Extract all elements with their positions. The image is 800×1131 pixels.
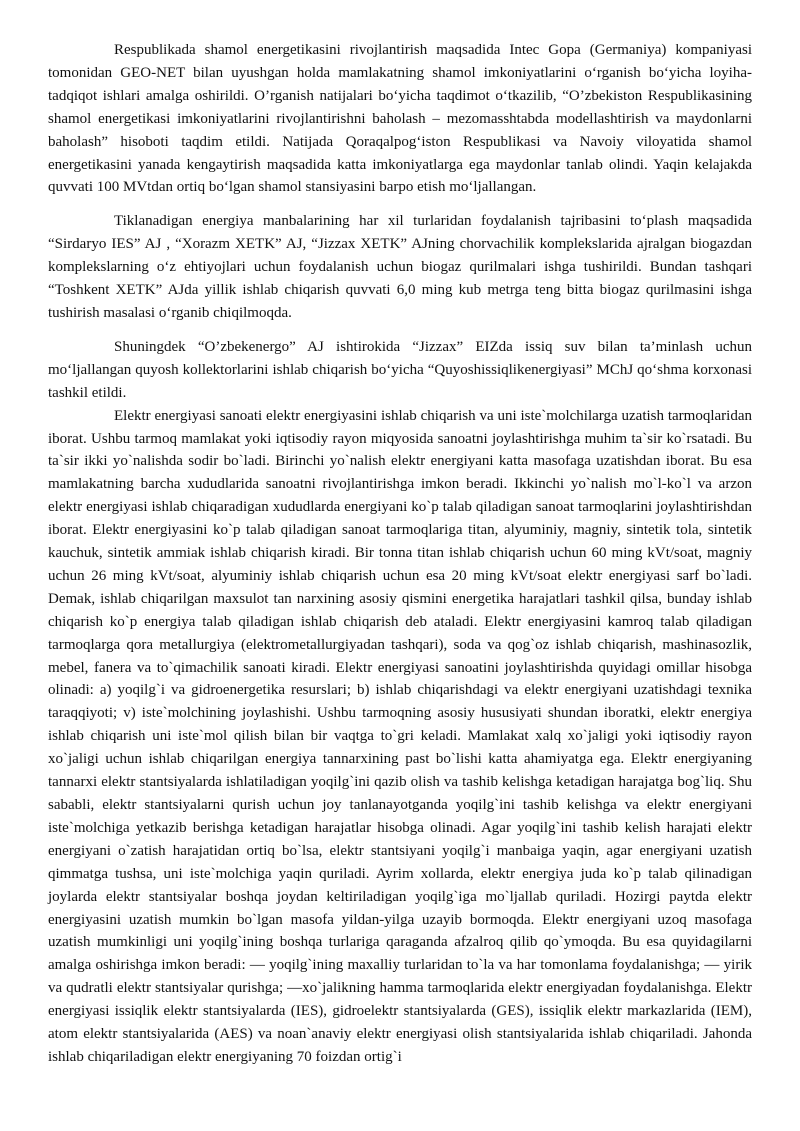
paragraph-solar-collectors: Shuningdek “O’zbekenergo” AJ ishtirokida “Jizzax” EIZda issiq suv bilan ta’minlash uchun mo‘ljallangan quyosh kollektorlarini ishlab chiqarish bo‘yicha “Quyoshissiqlikenergiyasi” MChJ qo‘shma korxonasi tashkil etildi. xyxy=(48,338,752,401)
paragraph-wind-energy: Respublikada shamol energetikasini rivojlantirish maqsadida Intec Gopa (Germaniya) kompaniyasi tomonidan GEO-NET bilan uyushgan holda mamlakatning shamol imkoniyatlarini o‘rganish bo‘yicha loyiha-tadqiqot ishlari amalga oshirildi. O’rganish natijalari bo‘yicha taqdimot o‘tkazilib, “O’zbekiston Respublikasining shamol energetikasi imkoniyatlarini rivojlantirishni baholash – mezomasshtabda modellashtirish va maydonlarni baholash” hisoboti taqdim etildi. Natijada Qoraqalpog‘iston Respublikasi va Navoiy viloyatida shamol energetikasini yanada kengaytirish maqsadida katta imkoniyatlarga ega maydonlar tanlab olindi. Yaqin kelajakda quvvati 100 MVtdan ortiq bo‘lgan shamol stansiyasini barpo etish mo‘ljallangan. xyxy=(48,42,752,196)
paragraph-electric-industry: Elektr energiyasi sanoati elektr energiyasini ishlab chiqarish va uni iste`molchilarga uzatish tarmoqlaridan iborat. Ushbu tarmoq mamlakat yoki iqtisodiy rayon miqyosida sanoatni joylashtirishga muhim ta`sir ko`rsatadi. Bu ta`sir ikki yo`nalishda sodir bo`ladi. Birinchi yo`nalish elektr energiyani katta masofaga uzatishdan iborat. Bu esa mamlakatning barcha xududlarida sanoatni rivojlantirishga imkon beradi. Ikkinchi yo`nalish mo`l-ko`l va arzon elektr energiyasi ishlab chiqaradigan xududlarda energiyani ko`p talab qiladigan sanoat tarmoqlarini joylashtirishdan iborat. Elektr energiyasini ko`p talab qiladigan sanoat tarmoqlariga titan, alyuminiy, magniy, sintetik tola, sintetik kauchuk, sintetik ammiak ishlab chiqarish kiradi. Bir tonna titan ishlab chiqarish uchun 60 ming kVt/soat, magniy uchun 26 ming kVt/soat, alyuminiy ishlab chiqarish uchun esa 20 ming kVt/soat elektr energiyasi sarf bo`ladi. Demak, ishlab chiqarilgan maxsulot tan narxining asosiy qismini energetika harajatlari tashkil qilsa, bunday ishlab chiqarish ko`p energiya talab qiladigan ishlab chiqarish deb ataladi. Elektr energiyasini kamroq talab qiladigan tarmoqlarga qora metallurgiya (elektrometallurgiyadan tashqari), soda va qog`oz ishlab chiqarish, mashinasozlik, mebel, fanera va to`qimachilik sanoati kiradi. Elektr energiyasi sanoatini joylashtirishda quyidagi omillar hisobga olinadi: a) yoqilg`i va gidroenergetika resurslari; b) ishlab chiqarishdagi va elektr energiyani uzatishdagi texnika taraqqiyoti; v) iste`molchining joylashishi. Ushbu tarmoqning asosiy hususiyati shundan iboratki, elektr energiya ishlab chiqarish uni iste`mol qilish bilan bir vaqtga to`gri keladi. Mamlakat xalq xo`jaligi yoki iqtisodiy rayon xo`jaligi uchun ishlab chiqarilgan energiya tannarxining past bo`lishi katta ahamiyatga ega. Elektr energiyaning tannarxi elektr stantsiyalarda ishlatiladigan yoqilg`ini qazib olish va tashib kelishga ketadigan harajatga bog`liq. Shu sababli, elektr stantsiyalarni qurish uchun joy tanlanayotganda yoqilg`ini tashib kelishga va elektr energiyani iste`molchiga yetkazib berishga ketadigan harajatlar hisobga olinadi. Agar yoqilg`ini tashib kelish harajati elektr energiyani o`zatish harajatidan ortiq bo`lsa, elektr stantsiyani yoqilg`i manbaiga yaqin, agar energiyani uzatish qimmatga tushsa, uni iste`molchiga yaqin quriladi. Ayrim xollarda, elektr energiya juda ko`p talab qilinadigan joylarda elektr stantsiyalar boshqa joydan keltiriladigan yoqilg`iga mo`ljallab quriladi. Hozirgi paytda elektr energiyasini uzatish mumkin bo`lgan masofa yildan-yilga uzayib bormoqda. Elektr energiyani uzoq masofaga uzatish mumkinligi uni yoqilg`ining boshqa turlariga qaraganda afzalroq qilib qo`ymoqda. Bu esa quyidagilarni amalga oshirishga imkon beradi: — yoqilg`ining maxalliy turlaridan to`la va har tomonlama foydalanishga; — yirik va qudratli elektr stantsiyalar qurishga; —xo`jalikning hamma tarmoqlarida elektr energiyadan foydalanishga. Elektr energiyasi issiqlik elektr stantsiyalarda (IES), gidroelektr stantsiyalarda (GES), issiqlik elektr markazlarida (IEM), atom elektr stantsiyalarida (AES) va noan`anaviy elektr energiyasi olish stantsiyalarida ishlab chiqariladi. Jahonda ishlab chiqariladigan elektr energiyaning 70 foizdan ortig`i xyxy=(48,407,752,1065)
paragraph-biogas: Tiklanadigan energiya manbalarining har xil turlaridan foydalanish tajribasini to‘plash maqsadida “Sirdaryo IES” AJ , “Xorazm XETK” AJ, “Jizzax XETK” AJning chorvachilik komplekslarida ajralgan biogazdan komplekslarning o‘z ehtiyojlari uchun foydalanish uchun biogaz qurilmalari ishga tushirildi. Bundan tashqari “Toshkent XETK” AJda yillik ishlab chiqarish quvvati 6,0 ming kub metrga teng bitta biogaz qurilmasini ishga tushirish masalasi o‘rganib chiqilmoqda. xyxy=(48,213,752,321)
